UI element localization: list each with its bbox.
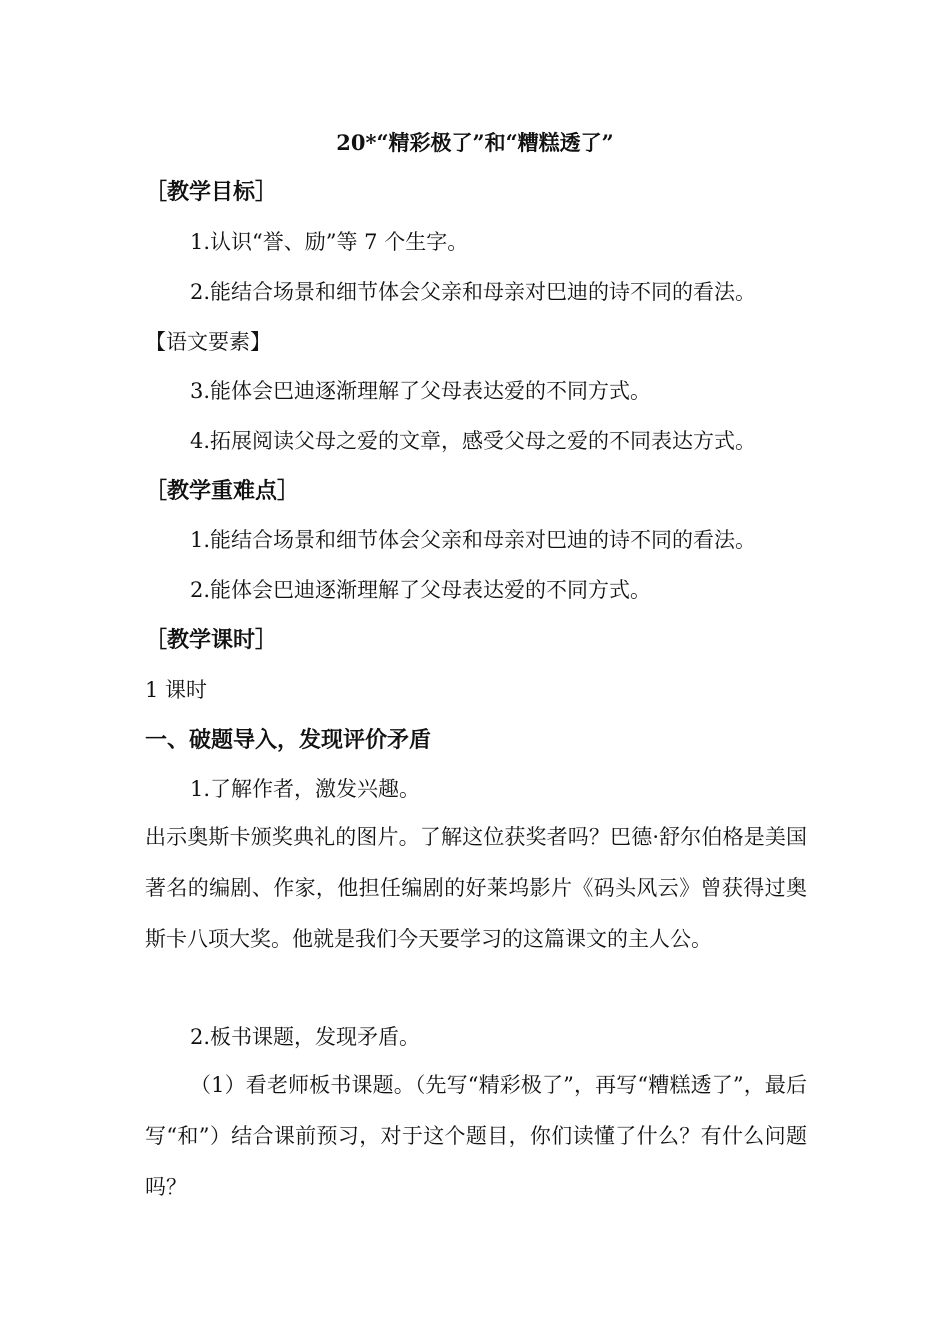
step-1-heading: 1.了解作者，激发兴趣。 xyxy=(190,777,421,801)
class-hours-value: 1 课时 xyxy=(145,678,208,702)
goal-item-1: 1.认识“誉、励”等 7 个生字。 xyxy=(190,230,469,254)
step-2-heading: 2.板书课题，发现矛盾。 xyxy=(190,1025,421,1049)
key-point-2: 2.能体会巴迪逐渐理解了父母表达爱的不同方式。 xyxy=(190,578,652,602)
heading-class-hours: ［教学课时］ xyxy=(145,627,278,653)
heading-teaching-goals: ［教学目标］ xyxy=(145,179,278,205)
step-1-paragraph: 出示奥斯卡颁奖典礼的图片。了解这位获奖者吗？巴德·舒尔伯格是美国著名的编剧、作家，他担任编剧的好莱坞影片《码头风云》曾获得过奥斯卡八项大奖。他就是我们今天要学习的这篇课文的主人公。 xyxy=(145,825,807,951)
heading-key-points: ［教学重难点］ xyxy=(145,478,300,504)
key-point-1: 1.能结合场景和细节体会父亲和母亲对巴迪的诗不同的看法。 xyxy=(190,528,757,552)
yuwen-item-3: 3.能体会巴迪逐渐理解了父母表达爱的不同方式。 xyxy=(190,379,652,403)
heading-yuwen-elements: 【语文要素】 xyxy=(145,330,271,354)
yuwen-item-4: 4.拓展阅读父母之爱的文章，感受父母之爱的不同表达方式。 xyxy=(190,429,757,453)
heading-part-1: 一、破题导入，发现评价矛盾 xyxy=(145,727,432,753)
step-2-paragraph: （1）看老师板书课题。（先写“精彩极了”，再写“糟糕透了”，最后写“和”）结合课前预习，对于这个题目，你们读懂了什么？有什么问题吗？ xyxy=(145,1073,807,1199)
document-title: 20*“精彩极了”和“糟糕透了” xyxy=(336,130,614,155)
goal-item-2: 2.能结合场景和细节体会父亲和母亲对巴迪的诗不同的看法。 xyxy=(190,280,757,304)
